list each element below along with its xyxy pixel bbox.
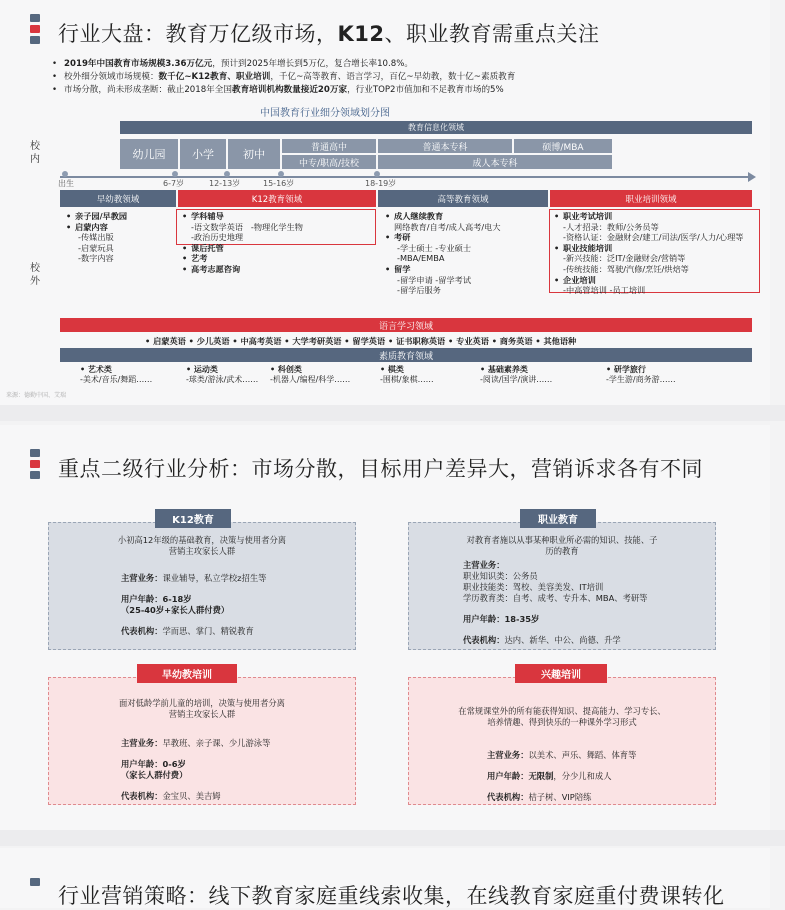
- slide-title: 行业大盘：教育万亿级市场，K12、职业教育需重点关注: [58, 22, 600, 46]
- stage-high-school: 普通高中: [282, 139, 376, 153]
- age-label: 出生: [58, 179, 74, 188]
- info-domain-bar: 教育信息化领域: [120, 121, 752, 134]
- bullet-item: • 市场分散，尚未形成垄断：截止2018年全国教育培训机构数量接近20万家，行业TOP2市值加和不足教育市场的5%: [52, 84, 515, 97]
- card-vocational: [408, 522, 716, 650]
- quality-item: • 棋类 -围棋/象棋……: [380, 365, 434, 384]
- slide-divider: [0, 830, 785, 846]
- stage-adult-undergrad: 成人本专科: [378, 155, 612, 169]
- slide-segment-analysis: [0, 425, 770, 830]
- k12-list: • 学科辅导 -语文数学英语 -物理化学生物 -政治历史地理 • 课后托管 • 艺考 • 高考志愿咨询: [182, 211, 303, 275]
- axis-tick: [374, 171, 380, 177]
- card-details: 主营业务：课业辅导，私立学校z招生等 用户年龄：6-18岁 （25-40岁+家长人群付费） 代表机构：学而思、掌门、精锐教育: [121, 573, 267, 636]
- card-details: 主营业务：以美术、声乐、舞蹈、体育等 用户年龄：无限制，分少儿和成人 代表机构：桔子树、VIP陪练: [487, 750, 637, 802]
- card-description: 在常规课堂外的所有能获得知识、提高能力、学习专长、 培养情趣、得到快乐的一种课外学习形式: [458, 706, 666, 727]
- age-label: 18-19岁: [365, 179, 397, 188]
- quality-domain-bar: 素质教育领域: [60, 348, 752, 362]
- card-tab-interest: 兴趣培训: [515, 664, 607, 683]
- slide-marketing-strategy: [0, 848, 770, 908]
- card-details: 主营业务：早教班、亲子课、少儿游泳等 用户年龄：0-6岁 （家长人群付费） 代表机构：金宝贝、美吉姆: [121, 738, 271, 801]
- domain-k12: K12教育领域: [178, 190, 376, 207]
- stage-undergrad: 普通本专科: [378, 139, 512, 153]
- age-label: 12-13岁: [209, 179, 241, 188]
- card-tab-k12: K12教育: [155, 509, 231, 528]
- stage-master-mba: 硕博/MBA: [514, 139, 612, 153]
- axis-tick: [62, 171, 68, 177]
- card-description: 小初高12年级的基础教育，决策与使用者分离 营销主攻家长人群: [117, 535, 287, 556]
- age-label: 6-7岁: [163, 179, 185, 188]
- quality-item: • 运动类 -球类/游泳/武术……: [186, 365, 259, 384]
- slide-divider: [0, 405, 785, 421]
- quality-item: • 研学旅行 -学生游/商务游……: [606, 365, 676, 384]
- axis-tick: [224, 171, 230, 177]
- quality-item: • 科创类 -机器人/编程/科学……: [270, 365, 351, 384]
- domain-vocational: 职业培训领域: [550, 190, 752, 207]
- stage-vocational-school: 中专/职高/技校: [282, 155, 376, 169]
- quality-item: • 艺术类 -美术/音乐/舞蹈……: [80, 365, 153, 384]
- slide-market-overview: [0, 0, 770, 405]
- axis-tick: [172, 171, 178, 177]
- language-domain-bar: 语言学习领域: [60, 318, 752, 332]
- vocational-list: • 职业考试培训 -人才招录：教师/公务员等 -资格认证：金融财会/建工/司法/医学/人力/心理等 • 职业技能培训 -新兴技能：泛IT/金融财会/营销等 -传统技能：驾驶/汽修/烹饪/烘焙等 • 企业培训 -中高管培训 -员工培训: [554, 211, 754, 296]
- source-note: 来源：德勤中国、艾瑞: [6, 392, 67, 399]
- card-description: 面对低龄学前儿童的培训，决策与使用者分离 营销主攻家长人群: [119, 698, 285, 719]
- quality-item: • 基础素养类 -阅读/国学/演讲……: [480, 365, 553, 384]
- in-school-label: 校内: [30, 141, 40, 165]
- age-label: 15-16岁: [263, 179, 295, 188]
- higher-ed-list: • 成人继续教育 网络教育/自考/成人高考/电大 • 考研 -学士硕士 -专业硕士 -MBA/EMBA • 留学 -留学申请 -留学考试 -留学后服务: [385, 211, 501, 296]
- out-school-label: 校外: [30, 263, 40, 287]
- language-items: • 启蒙英语 • 少儿英语 • 中高考英语 • 大学考研英语 • 留学英语 • 证书职称英语 • 专业英语 • 商务英语 • 其他语种: [145, 336, 577, 346]
- card-description: 对教育者施以从事某种职业所必需的知识、技能、子 历的教育: [466, 535, 658, 556]
- slide-title: 行业营销策略：线下教育家庭重线索收集，在线教育家庭重付费课转化: [58, 884, 725, 908]
- stage-primary: 小学: [180, 139, 226, 169]
- card-details: 主营业务： 职业知识类：公务员 职业技能类：驾校、美容美发、IT培训 学历教育类：自考、成考、专升本、MBA、考研等 用户年龄：18-35岁 代表机构：达内、新华、中公、尚德、升学: [463, 560, 648, 645]
- stage-kindergarten: 幼儿园: [120, 139, 178, 169]
- card-tab-vocational: 职业教育: [520, 509, 596, 528]
- axis-tick: [278, 171, 284, 177]
- stage-middle: 初中: [228, 139, 280, 169]
- slide-title: 重点二级行业分析：市场分散，目标用户差异大，营销诉求各有不同: [58, 457, 703, 481]
- header-accent-bars: [30, 14, 42, 47]
- early-childhood-list: • 亲子园/早教园 • 启蒙内容 -传媒出版 -启蒙玩具 -数字内容: [66, 211, 127, 264]
- header-accent-bars: [30, 449, 42, 482]
- card-early-childhood: [48, 677, 356, 805]
- domain-early-childhood: 早幼教领域: [60, 190, 176, 207]
- chart-title: 中国教育行业细分领域划分图: [260, 108, 390, 119]
- domain-higher-ed: 高等教育领域: [378, 190, 548, 207]
- card-k12: [48, 522, 356, 650]
- axis-arrow-icon: [748, 172, 756, 182]
- bullet-item: • 校外细分领域市场规模：数千亿~K12教育、职业培训，千亿~高等教育、语言学习，百亿~早幼教，数十亿~素质教育: [52, 71, 515, 84]
- card-tab-early-childhood: 早幼教培训: [137, 664, 237, 683]
- bullet-item: • 2019年中国教育市场规模3.36万亿元，预计到2025年增长到5万亿，复合增长率10.8%。: [52, 58, 515, 71]
- header-accent-bars: [30, 878, 42, 889]
- market-bullets: [52, 58, 515, 97]
- card-interest: [408, 677, 716, 805]
